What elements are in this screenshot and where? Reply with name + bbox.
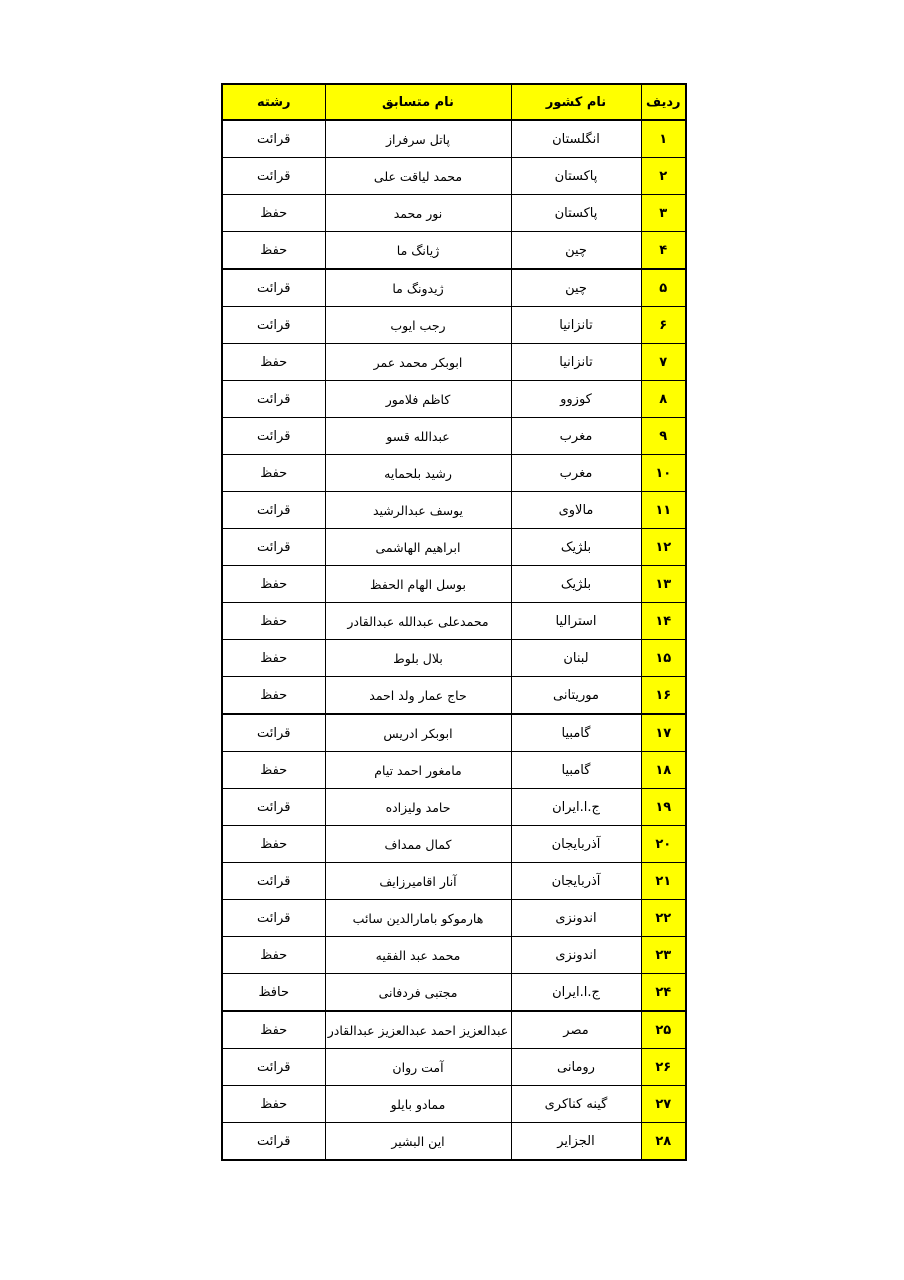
header-row [222, 84, 686, 120]
table-row [222, 789, 686, 826]
cell-contestant: ژیانگ ما [325, 232, 511, 270]
cell-field: حفظ [222, 640, 325, 677]
cell-contestant: بوسل الهام الحفظ [325, 566, 511, 603]
cell-index: ۴ [641, 232, 686, 270]
cell-contestant: رجب ایوب [325, 307, 511, 344]
cell-contestant: ابراهیم الهاشمی [325, 529, 511, 566]
cell-contestant: حامد ولیزاده [325, 789, 511, 826]
cell-index: ۶ [641, 307, 686, 344]
cell-country: ج.ا.ایران [511, 974, 641, 1012]
cell-country: مغرب [511, 418, 641, 455]
cell-contestant: کاظم فلامور [325, 381, 511, 418]
table-row [222, 863, 686, 900]
cell-country: مغرب [511, 455, 641, 492]
table-row [222, 1011, 686, 1049]
cell-country: گامبیا [511, 714, 641, 752]
cell-contestant: مامغور احمد تیام [325, 752, 511, 789]
cell-country: اندونزی [511, 900, 641, 937]
cell-contestant: رشید بلحمایه [325, 455, 511, 492]
cell-field: قرائت [222, 789, 325, 826]
table-row [222, 974, 686, 1012]
table-row [222, 344, 686, 381]
cell-contestant: مجتبی فردفانی [325, 974, 511, 1012]
cell-field: حفظ [222, 603, 325, 640]
cell-country: بلژیک [511, 529, 641, 566]
cell-field: قرائت [222, 863, 325, 900]
cell-field: حفظ [222, 1011, 325, 1049]
cell-index: ۱۹ [641, 789, 686, 826]
cell-contestant: ممادو بایلو [325, 1086, 511, 1123]
cell-contestant: آمت روان [325, 1049, 511, 1086]
cell-index: ۹ [641, 418, 686, 455]
table-row [222, 603, 686, 640]
table-header [222, 84, 686, 120]
cell-field: قرائت [222, 1123, 325, 1161]
cell-index: ۱۴ [641, 603, 686, 640]
header-contestant: نام متسابق [325, 84, 511, 120]
table-row [222, 195, 686, 232]
cell-contestant: این البشیر [325, 1123, 511, 1161]
table-row [222, 714, 686, 752]
cell-index: ۱۲ [641, 529, 686, 566]
table-row [222, 381, 686, 418]
cell-contestant: هارموکو بامارالدین سائب [325, 900, 511, 937]
table-row [222, 269, 686, 307]
header-country: نام کشور [511, 84, 641, 120]
cell-country: مصر [511, 1011, 641, 1049]
cell-contestant: پاتل سرفراز [325, 120, 511, 158]
cell-country: پاکستان [511, 195, 641, 232]
table-row [222, 937, 686, 974]
cell-index: ۱۷ [641, 714, 686, 752]
table-row [222, 418, 686, 455]
cell-index: ۱۳ [641, 566, 686, 603]
cell-index: ۱۰ [641, 455, 686, 492]
table-row [222, 826, 686, 863]
cell-index: ۱۸ [641, 752, 686, 789]
cell-country: ج.ا.ایران [511, 789, 641, 826]
cell-field: قرائت [222, 120, 325, 158]
cell-field: حفظ [222, 344, 325, 381]
cell-country: کوزوو [511, 381, 641, 418]
cell-field: حفظ [222, 232, 325, 270]
cell-index: ۷ [641, 344, 686, 381]
cell-country: آذربایجان [511, 826, 641, 863]
table-row [222, 1086, 686, 1123]
table-row [222, 232, 686, 270]
cell-country: مالاوی [511, 492, 641, 529]
cell-field: قرائت [222, 307, 325, 344]
cell-field: قرائت [222, 492, 325, 529]
table-row [222, 529, 686, 566]
cell-index: ۳ [641, 195, 686, 232]
table-row [222, 640, 686, 677]
cell-field: قرائت [222, 900, 325, 937]
cell-index: ۵ [641, 269, 686, 307]
cell-country: الجزایر [511, 1123, 641, 1161]
cell-country: استرالیا [511, 603, 641, 640]
cell-contestant: یوسف عبدالرشید [325, 492, 511, 529]
cell-index: ۲۳ [641, 937, 686, 974]
table-row [222, 900, 686, 937]
cell-field: قرائت [222, 529, 325, 566]
cell-country: موریتانی [511, 677, 641, 715]
cell-field: حفظ [222, 1086, 325, 1123]
cell-field: حفظ [222, 677, 325, 715]
cell-country: اندونزی [511, 937, 641, 974]
cell-field: قرائت [222, 714, 325, 752]
cell-country: چین [511, 269, 641, 307]
cell-field: حفظ [222, 937, 325, 974]
table-row [222, 752, 686, 789]
cell-field: حفظ [222, 455, 325, 492]
header-field: رشته [222, 84, 325, 120]
cell-field: قرائت [222, 381, 325, 418]
cell-contestant: عبدالله قسو [325, 418, 511, 455]
cell-contestant: حاج عمار ولد احمد [325, 677, 511, 715]
cell-field: حفظ [222, 826, 325, 863]
cell-field: حفظ [222, 195, 325, 232]
cell-contestant: بلال بلوط [325, 640, 511, 677]
cell-index: ۱۶ [641, 677, 686, 715]
cell-field: حافظ [222, 974, 325, 1012]
cell-contestant: کمال ممداف [325, 826, 511, 863]
cell-contestant: محمدعلی عبدالله عبدالقادر [325, 603, 511, 640]
cell-contestant: ابوبکر محمد عمر [325, 344, 511, 381]
cell-country: آذربایجان [511, 863, 641, 900]
cell-index: ۸ [641, 381, 686, 418]
header-index: ردیف [641, 84, 686, 120]
cell-index: ۱۵ [641, 640, 686, 677]
cell-contestant: محمد عبد الفقیه [325, 937, 511, 974]
cell-country: گامبیا [511, 752, 641, 789]
cell-index: ۲۱ [641, 863, 686, 900]
cell-index: ۲۷ [641, 1086, 686, 1123]
cell-field: حفظ [222, 566, 325, 603]
cell-country: انگلستان [511, 120, 641, 158]
table-row [222, 1123, 686, 1161]
cell-contestant: ژیدونگ ما [325, 269, 511, 307]
cell-contestant: نور محمد [325, 195, 511, 232]
table-row [222, 492, 686, 529]
cell-index: ۲۲ [641, 900, 686, 937]
cell-contestant: ابوبکر ادریس [325, 714, 511, 752]
cell-country: پاکستان [511, 158, 641, 195]
cell-country: تانزانیا [511, 344, 641, 381]
table-row [222, 566, 686, 603]
cell-contestant: محمد لیاقت علی [325, 158, 511, 195]
cell-index: ۲ [641, 158, 686, 195]
table-row [222, 307, 686, 344]
cell-country: رومانی [511, 1049, 641, 1086]
table-body [222, 120, 686, 1160]
cell-contestant: آنار اقامیرزایف [325, 863, 511, 900]
cell-field: حفظ [222, 752, 325, 789]
table-row [222, 677, 686, 715]
table-row [222, 455, 686, 492]
cell-field: قرائت [222, 418, 325, 455]
cell-country: بلژیک [511, 566, 641, 603]
cell-index: ۲۰ [641, 826, 686, 863]
cell-contestant: عبدالعزیز احمد عبدالعزیز عبدالقادر [325, 1011, 511, 1049]
table-row [222, 158, 686, 195]
cell-field: قرائت [222, 158, 325, 195]
cell-index: ۱۱ [641, 492, 686, 529]
cell-field: قرائت [222, 1049, 325, 1086]
cell-index: ۲۴ [641, 974, 686, 1012]
cell-index: ۲۶ [641, 1049, 686, 1086]
cell-field: قرائت [222, 269, 325, 307]
cell-country: گینه کناکری [511, 1086, 641, 1123]
table-row [222, 1049, 686, 1086]
contestants-table [221, 83, 687, 1161]
cell-country: تانزانیا [511, 307, 641, 344]
cell-country: چین [511, 232, 641, 270]
table-row [222, 120, 686, 158]
cell-index: ۲۵ [641, 1011, 686, 1049]
cell-index: ۲۸ [641, 1123, 686, 1161]
cell-country: لبنان [511, 640, 641, 677]
cell-index: ۱ [641, 120, 686, 158]
